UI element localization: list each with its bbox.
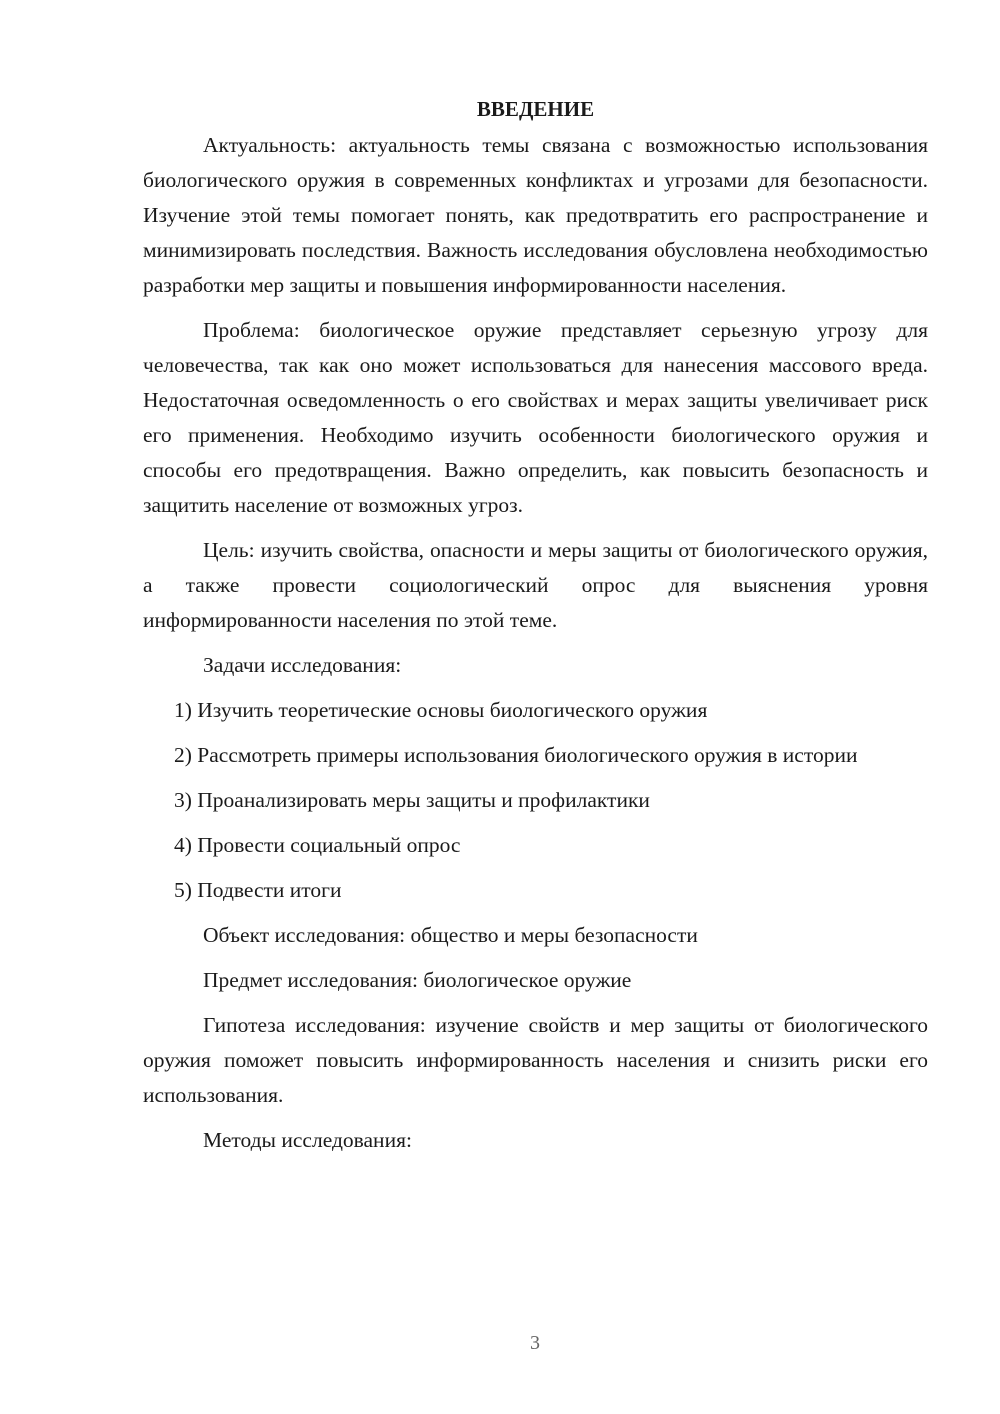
goal-paragraph: Цель: изучить свойства, опасности и меры защиты от биологического оружия, а также провести социологический опрос для выяснения уровня информированности населения по этой теме. (143, 538, 928, 632)
hypothesis-paragraph: Гипотеза исследования: изучение свойств и мер защиты от биологического оружия поможет повысить информированность населения и снизить риски его использования. (143, 1013, 928, 1107)
problem-paragraph: Проблема: биологическое оружие представляет серьезную угрозу для человечества, так как оно может использоваться для нанесения массового вреда. Недостаточная осведомленность о его свойствах и мерах защиты увеличивает риск его применения. Необходимо изучить особенности биологического оружия и способы его предотвращения. Важно определить, как повысить безопасность и защитить население от возможных угроз. (143, 318, 928, 517)
task-item: 5) Подвести итоги (174, 878, 342, 902)
subject-paragraph: Предмет исследования: биологическое оружие (203, 968, 632, 992)
section-heading: ВВЕДЕНИЕ (476, 97, 595, 121)
page-number: 3 (530, 1332, 540, 1354)
tasks-list (143, 693, 928, 908)
task-item: 2) Рассмотреть примеры использования биологического оружия в истории (174, 743, 858, 767)
object-paragraph: Объект исследования: общество и меры безопасности (203, 923, 698, 947)
task-item: 1) Изучить теоретические основы биологического оружия (174, 698, 708, 722)
relevance-paragraph: Актуальность: актуальность темы связана с возможностью использования биологического оружия в современных конфликтах и угрозами для безопасности. Изучение этой темы помогает понять, как предотвратить его распространение и минимизировать последствия. Важность исследования обусловлена необходимостью разработки мер защиты и повышения информированности населения. (143, 133, 928, 297)
task-item: 4) Провести социальный опрос (174, 833, 461, 857)
tasks-title: Задачи исследования: (203, 653, 402, 677)
document-page (143, 92, 928, 1168)
task-item: 3) Проанализировать меры защиты и профилактики (174, 788, 650, 812)
methods-title: Методы исследования: (203, 1128, 412, 1152)
